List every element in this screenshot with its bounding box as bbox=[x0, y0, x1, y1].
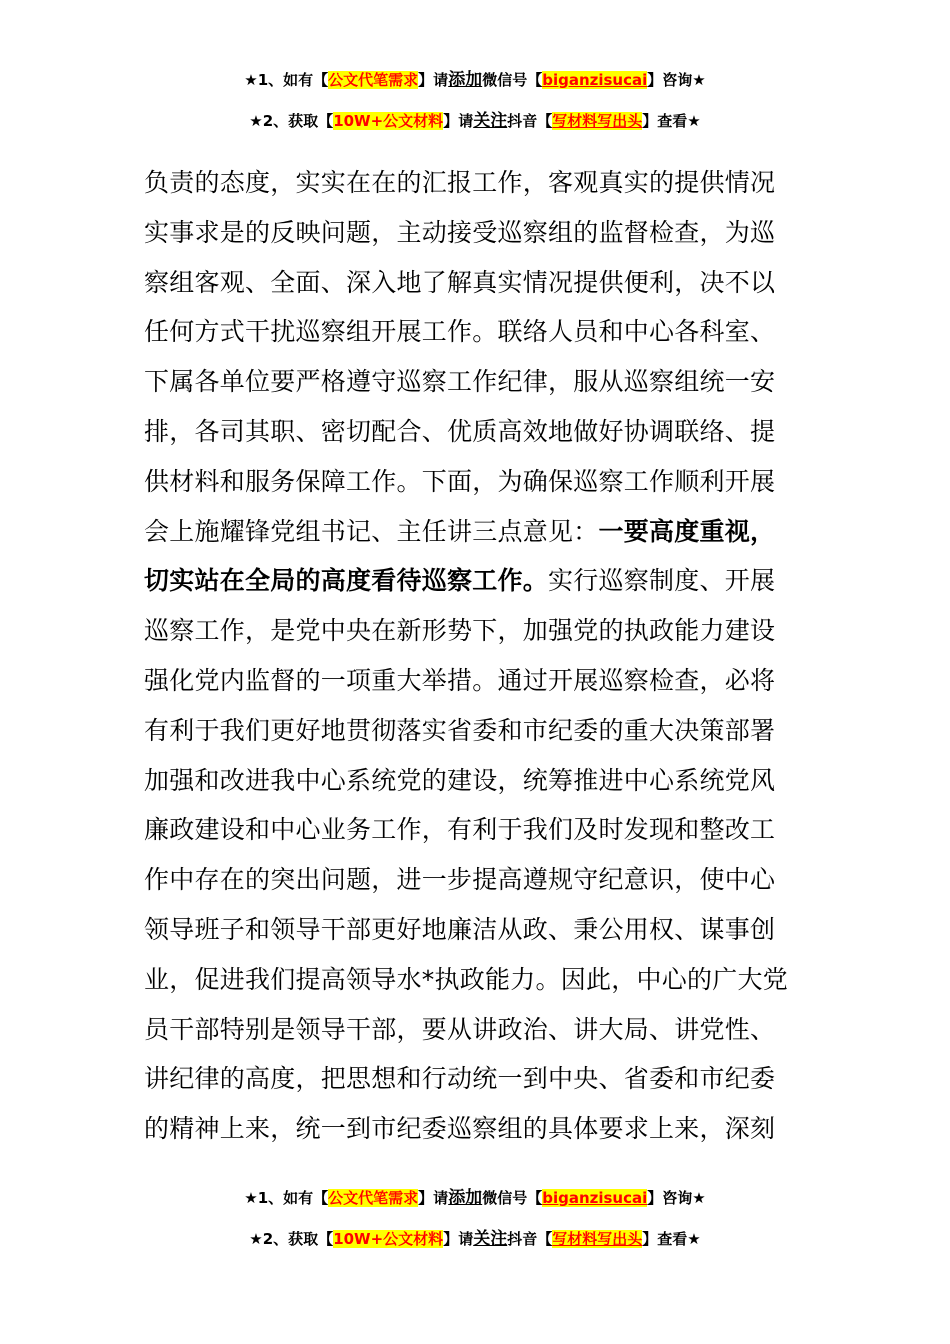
banner-prefix: ★1、如有【 bbox=[244, 71, 329, 89]
body-line: 强化党内监督的一项重大举措。通过开展巡察检查，必将 bbox=[144, 665, 776, 695]
body-line: 巡察工作，是党中央在新形势下，加强党的执政能力建设 bbox=[144, 616, 776, 646]
banner-wechat-id: biganzisucai bbox=[542, 1189, 648, 1207]
banner-text: 抖音【 bbox=[507, 112, 553, 130]
banner-text: 微信号【 bbox=[482, 1189, 543, 1207]
body-line: 加强和改进我中心系统党的建设，统筹推进中心系统党风 bbox=[144, 765, 776, 795]
body-line: 业，促进我们提高领导水*执政能力。因此，中心的广大党 bbox=[144, 964, 789, 994]
banner-text: 】请 bbox=[418, 71, 449, 89]
banner-douyin-account: 写材料写出头 bbox=[552, 112, 643, 130]
body-line: 察组客观、全面、深入地了解真实情况提供便利，决不以 bbox=[144, 267, 776, 297]
banner-emphasis: 关注 bbox=[473, 1229, 508, 1249]
header-banner-line-2 bbox=[0, 111, 950, 131]
body-line: 排，各司其职、密切配合、优质高效地做好协调联络、提 bbox=[144, 416, 776, 446]
banner-emphasis: 关注 bbox=[473, 111, 508, 131]
banner-prefix: ★2、获取【 bbox=[249, 112, 334, 130]
footer-banner-line-2 bbox=[0, 1229, 950, 1249]
banner-suffix: 】咨询★ bbox=[647, 1189, 706, 1207]
body-text: 会上施耀锋党组书记、主任讲三点意见： bbox=[144, 516, 599, 546]
banner-highlight-service: 公文代笔需求 bbox=[328, 1189, 419, 1207]
document-body bbox=[144, 158, 808, 1154]
body-line: 讲纪律的高度，把思想和行动统一到中央、省委和市纪委 bbox=[144, 1064, 776, 1094]
banner-prefix: ★1、如有【 bbox=[244, 1189, 329, 1207]
header-banner-line-1 bbox=[0, 70, 950, 90]
body-line: 下属各单位要严格遵守巡察工作纪律，服从巡察组统一安 bbox=[144, 367, 776, 397]
body-line: 的精神上来，统一到市纪委巡察组的具体要求上来，深刻 bbox=[144, 1114, 776, 1144]
body-line-mixed bbox=[144, 507, 808, 557]
body-line: 任何方式干扰巡察组开展工作。联络人员和中心各科室、 bbox=[144, 317, 776, 347]
body-line-mixed bbox=[144, 556, 808, 606]
banner-suffix: 】查看★ bbox=[642, 112, 701, 130]
body-text: 实行巡察制度、开展 bbox=[548, 566, 776, 596]
banner-wechat-id: biganzisucai bbox=[542, 71, 648, 89]
body-line: 员干部特别是领导干部，要从讲政治、讲大局、讲党性、 bbox=[144, 1014, 776, 1044]
body-line: 有利于我们更好地贯彻落实省委和市纪委的重大决策部署 bbox=[144, 715, 776, 745]
banner-text: 】请 bbox=[443, 1230, 474, 1248]
body-line: 负责的态度，实实在在的汇报工作，客观真实的提供情况 bbox=[144, 168, 776, 197]
body-line: 供材料和服务保障工作。下面，为确保巡察工作顺利开展 bbox=[144, 466, 776, 496]
banner-highlight-materials: 10W+公文材料 bbox=[333, 112, 444, 130]
banner-prefix: ★2、获取【 bbox=[249, 1230, 334, 1248]
banner-suffix: 】咨询★ bbox=[647, 71, 706, 89]
banner-text: 】请 bbox=[443, 112, 474, 130]
body-bold-heading: 一要高度重视， bbox=[598, 516, 776, 546]
banner-douyin-account: 写材料写出头 bbox=[552, 1230, 643, 1248]
banner-text: 】请 bbox=[418, 1189, 449, 1207]
body-bold-heading: 切实站在全局的高度看待巡察工作。 bbox=[144, 566, 549, 596]
body-line: 作中存在的突出问题，进一步提高遵规守纪意识，使中心 bbox=[144, 865, 776, 895]
banner-suffix: 】查看★ bbox=[642, 1230, 701, 1248]
banner-emphasis: 添加 bbox=[448, 70, 483, 90]
body-line: 廉政建设和中心业务工作，有利于我们及时发现和整改工 bbox=[144, 815, 776, 845]
footer-banner-line-1 bbox=[0, 1188, 950, 1208]
banner-text: 微信号【 bbox=[482, 71, 543, 89]
banner-emphasis: 添加 bbox=[448, 1188, 483, 1208]
banner-text: 抖音【 bbox=[507, 1230, 553, 1248]
banner-highlight-service: 公文代笔需求 bbox=[328, 71, 419, 89]
banner-highlight-materials: 10W+公文材料 bbox=[333, 1230, 444, 1248]
body-line: 领导班子和领导干部更好地廉洁从政、秉公用权、谋事创 bbox=[144, 914, 776, 944]
body-line: 实事求是的反映问题，主动接受巡察组的监督检查，为巡 bbox=[144, 217, 776, 247]
